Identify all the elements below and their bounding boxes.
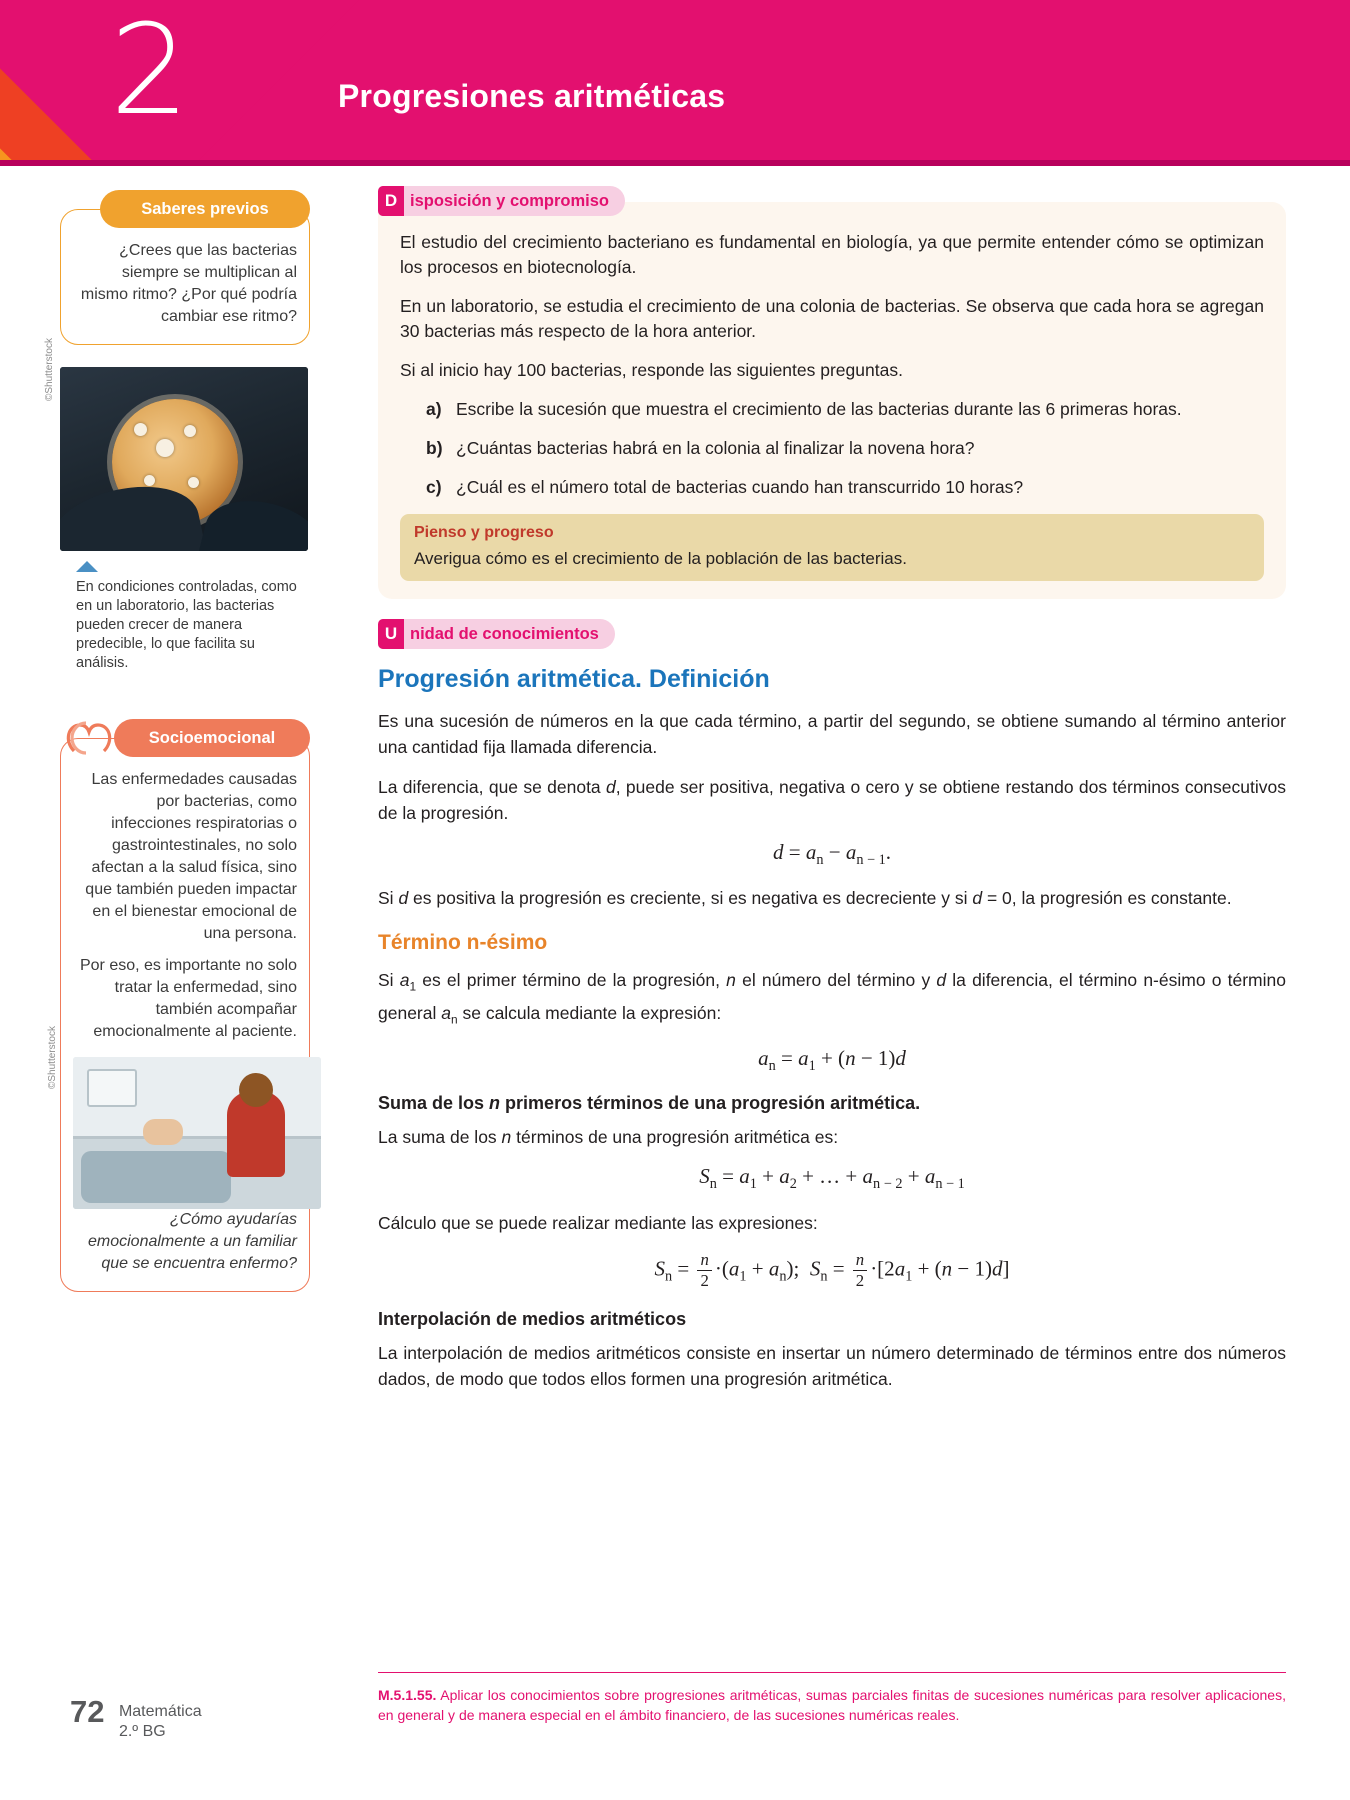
disposicion-paragraph-1: El estudio del crecimiento bacteriano es fundamental en biología, ya que permite entender cómo se optimizan los procesos en biotecnología. xyxy=(400,232,1264,277)
disposicion-tab xyxy=(378,186,625,216)
standard-code: M.5.1.55. xyxy=(378,1687,437,1703)
pienso-y-progreso-box xyxy=(400,514,1264,581)
formula-difference: $d = a_n - a_{n - 1}$. xyxy=(772,840,892,869)
item-text: ¿Cuál es el número total de bacterias cuando han transcurrido 10 horas? xyxy=(456,477,1024,497)
bold-heading-interpolacion: Interpolación de medios aritméticos xyxy=(378,1308,687,1329)
disposicion-paragraph-3: Si al inicio hay 100 bacterias, responde las siguientes preguntas. xyxy=(400,360,903,380)
unidad-tab-label: nidad de conocimientos xyxy=(404,619,615,649)
unidad-paragraph-2: La diferencia, que se denota d, puede ser positiva, negativa o cero y se obtiene restando dos términos consecutivos de la progresión. xyxy=(378,777,1286,823)
socioemocional-box xyxy=(47,738,310,1292)
unidad-tab xyxy=(378,619,615,649)
item-label: b) xyxy=(426,438,443,458)
unidad-paragraph-1: Es una sucesión de números en la que cada término, a partir del segundo, se obtiene sumando al término anterior una cantidad fija llamada diferencia. xyxy=(378,711,1286,757)
formula-general-term: $a_n = a_1 + (n - 1)d$ xyxy=(758,1046,906,1075)
socioemocional-label: Socioemocional xyxy=(148,728,276,747)
pienso-title: Pienso y progreso xyxy=(414,524,554,541)
disposicion-tab-letter: D xyxy=(378,186,404,216)
blanket xyxy=(81,1151,231,1203)
bold-heading-sum: Suma de los n primeros términos de una progresión aritmética. xyxy=(378,1093,921,1114)
list-item xyxy=(426,397,1264,422)
colony-dot xyxy=(184,425,196,437)
disposicion-tab-label: isposición y compromiso xyxy=(404,186,625,216)
photo-credit: ©Shutterstock xyxy=(47,1026,58,1089)
unidad-paragraph-7: La interpolación de medios aritméticos consiste en insertar un número determinado de términos entre dos números dados, de modo que todos ellos formen una progresión aritmética. xyxy=(378,1342,1286,1389)
hospital-photo xyxy=(73,1057,321,1209)
unit-number: 2 xyxy=(110,0,190,143)
unidad-paragraph-3: Si d es positiva la progresión es creciente, si es negativa es decreciente y si d = 0, la progresión es constante. xyxy=(378,888,1232,909)
triangle-marker-icon xyxy=(76,561,98,572)
unidad-paragraph-5: La suma de los n términos de una progresión aritmética es: xyxy=(378,1127,839,1148)
disposicion-panel xyxy=(378,202,1286,599)
unidad-body xyxy=(378,665,1286,1392)
page-number: 72 xyxy=(70,1694,105,1729)
colony-dot xyxy=(156,439,174,457)
list-item xyxy=(426,475,1264,500)
socio-paragraph-2: Por eso, es importante no solo tratar la enfermedad, sino también acompañar emocionalmente al paciente. xyxy=(79,957,297,1040)
sidebar xyxy=(44,190,310,1292)
monitor xyxy=(87,1069,137,1107)
unidad-tab-letter: U xyxy=(378,619,404,649)
saberes-previos-title: Saberes previos xyxy=(100,190,310,228)
formula-sum-expressions: $S_n$ = $\frac{n}{2}$ $\cdot(a_1 + a_n)$; $S_n$ = $\frac{n}{2}$ $\cdot[2a_1 + (n - 1)d]$ xyxy=(654,1249,1010,1290)
section-title: Progresión aritmética. Definición xyxy=(378,665,770,693)
socioemocional-title-pill xyxy=(114,719,310,757)
item-text: Escribe la sucesión que muestra el crecimiento de las bacterias durante las 6 primeras horas. xyxy=(456,399,1182,419)
photo-credit: ©Shutterstock xyxy=(44,338,55,401)
footer-subject-label: Matemática xyxy=(118,1703,202,1720)
formula-sum: $S_n = a_1 + a_2$ + … + $a_{n - 2} + a_{n - 1}$ xyxy=(699,1164,965,1193)
saberes-previos-text: ¿Crees que las bacterias siempre se multiplican al mismo ritmo? ¿Por qué podría cambiar ese ritmo? xyxy=(80,242,297,325)
list-item xyxy=(426,436,1264,461)
socioemocional-icon xyxy=(66,717,112,759)
saberes-previos-box xyxy=(60,209,310,345)
item-label: a) xyxy=(426,399,442,419)
curriculum-standard xyxy=(378,1672,1286,1725)
socio-question: ¿Cómo ayudarías emocionalmente a un familiar que se encuentra enfermo? xyxy=(88,1211,297,1272)
patient xyxy=(143,1119,183,1145)
colony-dot xyxy=(144,475,155,486)
main-content xyxy=(378,186,1286,1406)
unidad-paragraph-4: Si $a_1$ es el primer término de la progresión, n el número del término y d la diferencia, el término n-ésimo o término general $a_n$ se calcula mediante la expresión: xyxy=(378,970,1286,1027)
colony-dot xyxy=(188,477,199,488)
colony-dot xyxy=(134,423,147,436)
page-footer xyxy=(70,1694,202,1742)
item-text: ¿Cuántas bacterias habrá en la colonia al finalizar la novena hora? xyxy=(456,438,975,458)
footer-subject xyxy=(119,1694,202,1742)
unidad-paragraph-6: Cálculo que se puede realizar mediante las expresiones: xyxy=(378,1212,818,1233)
caregiver-head xyxy=(239,1073,273,1107)
petri-dish-photo xyxy=(60,367,308,551)
header-underline xyxy=(0,160,1350,166)
standard-text: Aplicar los conocimientos sobre progresiones aritméticas, sumas parciales finitas de sucesiones numéricas para resolver aplicaciones, en general y de manera especial en el ámbito financiero, de las sucesiones numéricas reales. xyxy=(378,1687,1286,1723)
page-header xyxy=(0,0,1350,166)
page-title: Progresiones aritméticas xyxy=(338,78,726,114)
subsection-title-nesimo: Término n-ésimo xyxy=(378,931,548,955)
footer-grade-label: 2.º BG xyxy=(118,1723,166,1740)
photo1-caption: En condiciones controladas, como en un laboratorio, las bacterias pueden crecer de manera predecible, lo que facilita su análisis. xyxy=(76,579,297,671)
pienso-text: Averigua cómo es el crecimiento de la población de las bacterias. xyxy=(414,549,907,568)
disposicion-paragraph-2: En un laboratorio, se estudia el crecimiento de una colonia de bacterias. Se observa que cada hora se agregan 30 bacterias más respecto de la hora anterior. xyxy=(400,296,1264,341)
socio-paragraph-1: Las enfermedades causadas por bacterias, como infecciones respiratorias o gastrointestinales, no solo afectan a la salud física, sino que también pueden impactar en el bienestar emocional de una persona. xyxy=(85,771,297,942)
item-label: c) xyxy=(426,477,442,497)
